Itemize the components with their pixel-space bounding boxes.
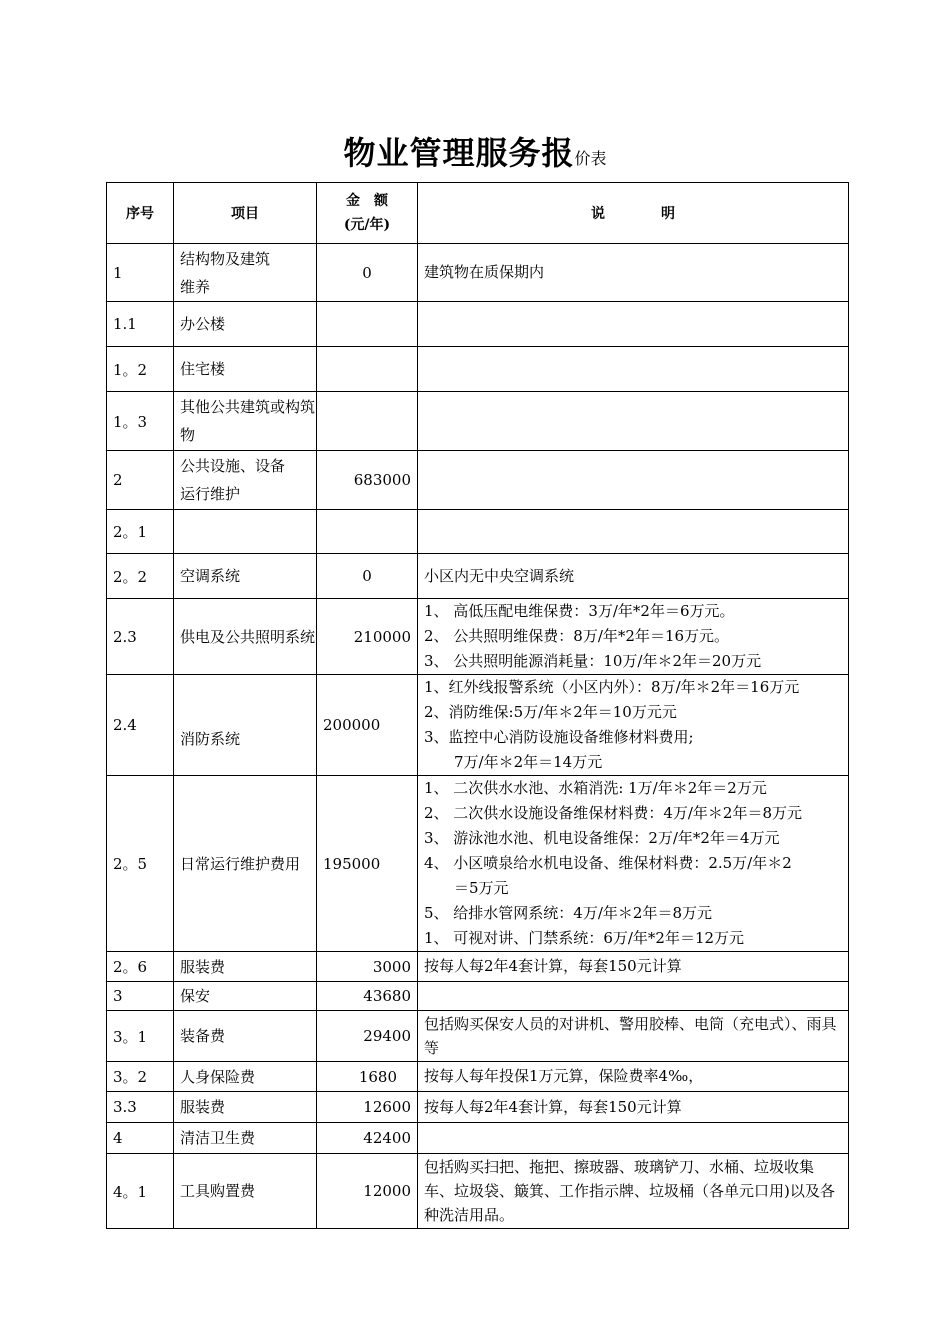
desc-line: 2、 公共照明维保费：8万/年*2年＝16万元。 — [424, 627, 730, 645]
desc-line: 2、消防维保:5万/年＊2年＝10万元元 — [424, 703, 677, 721]
row-item-line: 公共设施、设备 — [180, 457, 286, 475]
row-item: 日常运行维护费用 — [174, 776, 317, 952]
row-item: 消防系统 — [174, 675, 317, 776]
row-item: 服装费 — [174, 1092, 317, 1123]
row-amount: 195000 — [317, 776, 418, 952]
row-amount: 3000 — [317, 952, 418, 982]
desc-line: 1、红外线报警系统（小区内外）：8万/年＊2年＝16万元 — [424, 678, 800, 696]
row-desc: 按每人每2年4套计算，每套150元计算 — [418, 952, 849, 982]
desc-line: 3、监控中心消防设施设备维修材料费用; — [424, 728, 694, 746]
table-row — [107, 510, 849, 554]
row-desc — [418, 982, 849, 1011]
row-item-line: 运行维护 — [180, 485, 241, 503]
row-no: 1.1 — [107, 302, 174, 347]
row-no: 4 — [107, 1123, 174, 1154]
header-item: 项目 — [174, 183, 317, 244]
desc-line: 7万/年＊2年＝14万元 — [454, 753, 603, 771]
desc-line: 3、 公共照明能源消耗量：10万/年＊2年＝20万元 — [424, 652, 762, 670]
row-desc — [418, 302, 849, 347]
table-row — [107, 1011, 849, 1062]
row-no: 2.3 — [107, 599, 174, 675]
table-row — [107, 554, 849, 599]
price-table — [106, 182, 849, 1229]
row-desc: 小区内无中央空调系统 — [418, 554, 849, 599]
row-desc — [418, 347, 849, 392]
header-desc: 说 明 — [418, 183, 849, 244]
table-row — [107, 776, 849, 952]
row-amount: 210000 — [317, 599, 418, 675]
row-item — [174, 451, 317, 510]
desc-line: 1、 高低压配电维保费：3万/年*2年＝6万元。 — [424, 602, 735, 620]
row-item: 服装费 — [174, 952, 317, 982]
table-row — [107, 1123, 849, 1154]
row-desc: 包括购买保安人员的对讲机、警用胶棒、电筒（充电式）、雨具等 — [418, 1011, 849, 1062]
row-no: 1 — [107, 244, 174, 302]
row-desc: 包括购买扫把、拖把、擦玻器、玻璃铲刀、水桶、垃圾收集车、垃圾袋、簸箕、工作指示牌、垃圾桶（各单元口用)以及各种洗洁用品。 — [418, 1154, 849, 1229]
row-amount: 12000 — [317, 1154, 418, 1229]
row-no: 4。1 — [107, 1154, 174, 1229]
title-main: 物业管理服务报 — [343, 134, 575, 172]
table-row — [107, 675, 849, 776]
row-amount: 200000 — [317, 675, 418, 776]
row-item — [174, 392, 317, 451]
row-no: 2.4 — [107, 675, 174, 776]
row-no: 3 — [107, 982, 174, 1011]
row-amount: 683000 — [317, 451, 418, 510]
row-item: 清洁卫生费 — [174, 1123, 317, 1154]
row-amount — [317, 392, 418, 451]
table-row — [107, 1092, 849, 1123]
row-amount: 43680 — [317, 982, 418, 1011]
row-desc — [418, 776, 849, 952]
table-row — [107, 952, 849, 982]
header-row — [107, 183, 849, 244]
row-item — [174, 244, 317, 302]
row-item: 住宅楼 — [174, 347, 317, 392]
row-item: 工具购置费 — [174, 1154, 317, 1229]
page-title — [0, 128, 950, 174]
row-item: 供电及公共照明系统 — [174, 599, 317, 675]
row-desc: 建筑物在质保期内 — [418, 244, 849, 302]
row-no: 3。2 — [107, 1062, 174, 1092]
row-amount — [317, 347, 418, 392]
table-row — [107, 302, 849, 347]
row-desc: 按每人每年投保1万元算，保险费率4‰， — [418, 1062, 849, 1092]
row-desc — [418, 599, 849, 675]
row-no: 3。1 — [107, 1011, 174, 1062]
table-row — [107, 599, 849, 675]
row-item-line: 物 — [180, 426, 196, 444]
row-amount: 42400 — [317, 1123, 418, 1154]
desc-line: 5、 给排水管网系统：4万/年＊2年＝8万元 — [424, 904, 712, 922]
row-amount: 29400 — [317, 1011, 418, 1062]
desc-line: 1、 二次供水水池、水箱消洗: 1万/年＊2年＝2万元 — [424, 779, 767, 797]
row-desc — [418, 510, 849, 554]
row-desc: 按每人每2年4套计算，每套150元计算 — [418, 1092, 849, 1123]
row-desc — [418, 1123, 849, 1154]
table-row — [107, 1154, 849, 1229]
row-no: 2 — [107, 451, 174, 510]
desc-line: 1、 可视对讲、门禁系统：6万/年*2年＝12万元 — [424, 929, 745, 947]
row-desc — [418, 451, 849, 510]
row-item-line: 结构物及建筑 — [180, 249, 271, 268]
row-item-line: 其他公共建筑或构筑 — [180, 398, 316, 416]
row-no: 2。1 — [107, 510, 174, 554]
row-amount: 0 — [317, 554, 418, 599]
row-item: 办公楼 — [174, 302, 317, 347]
row-item — [174, 510, 317, 554]
row-no: 2。5 — [107, 776, 174, 952]
row-no: 2。6 — [107, 952, 174, 982]
row-item: 保安 — [174, 982, 317, 1011]
header-amount-line1: 金 额 — [346, 193, 388, 209]
header-amount-line2: (元/年) — [343, 217, 391, 233]
desc-line: 3、 游泳池水池、机电设备维保：2万/年*2年＝4万元 — [424, 829, 780, 847]
row-no: 1。3 — [107, 392, 174, 451]
row-item: 装备费 — [174, 1011, 317, 1062]
row-amount — [317, 510, 418, 554]
header-no: 序号 — [107, 183, 174, 244]
table-row — [107, 392, 849, 451]
row-item: 空调系统 — [174, 554, 317, 599]
row-desc — [418, 675, 849, 776]
row-no: 2。2 — [107, 554, 174, 599]
row-amount: 1680 — [317, 1062, 418, 1092]
header-amount — [317, 183, 418, 244]
row-desc — [418, 392, 849, 451]
row-item-line: 维养 — [180, 277, 211, 296]
title-sub: 价表 — [574, 149, 607, 168]
table-row — [107, 1062, 849, 1092]
row-item: 人身保险费 — [174, 1062, 317, 1092]
row-amount: 12600 — [317, 1092, 418, 1123]
table-row — [107, 451, 849, 510]
row-amount — [317, 302, 418, 347]
desc-line: 4、 小区喷泉给水机电设备、维保材料费：2.5万/年＊2 — [424, 854, 792, 872]
table-row — [107, 347, 849, 392]
row-no: 3.3 — [107, 1092, 174, 1123]
row-amount: 0 — [317, 244, 418, 302]
table-row — [107, 982, 849, 1011]
table-row — [107, 244, 849, 302]
row-no: 1。2 — [107, 347, 174, 392]
desc-line: 2、 二次供水设施设备维保材料费：4万/年＊2年＝8万元 — [424, 804, 802, 822]
desc-line: ＝5万元 — [454, 879, 509, 897]
